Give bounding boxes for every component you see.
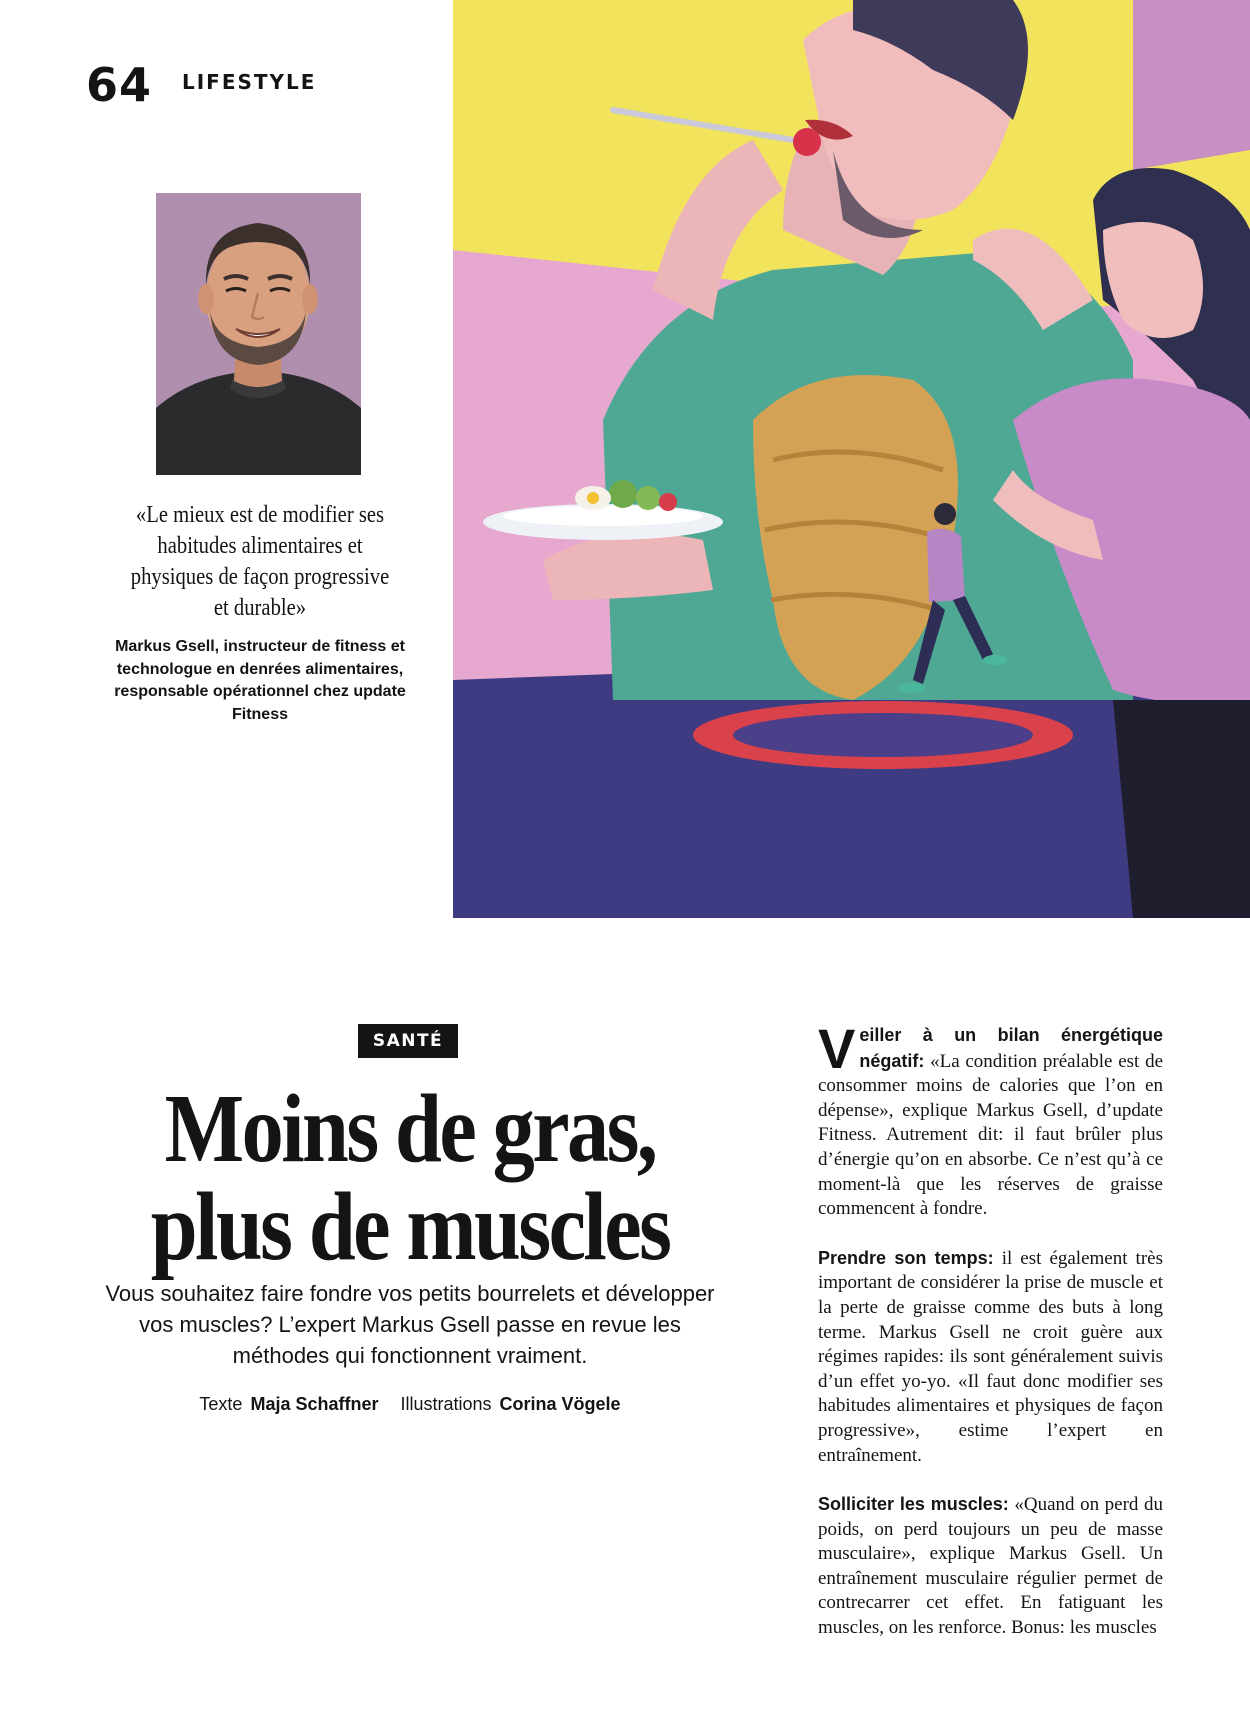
illustration-drawing (453, 0, 1250, 918)
credit-text-author: Maja Schaffner (250, 1394, 379, 1414)
page-number: 64 (86, 58, 153, 112)
paragraph-text: «Quand on perd du poids, on perd toujours un peu de masse musculaire», explique Markus Gsell. Un entraînement musculaire régulier permet de contrecarrer cet effet. En fatiguant les muscles, on les renforce. Bonus: les muscles (818, 1494, 1164, 1639)
credit-illustrations-label: Illustrations (400, 1394, 492, 1414)
paragraph-lead: Solliciter les muscles: (818, 1494, 1009, 1515)
article-illustration (453, 0, 1250, 918)
quote-attribution: Markus Gsell, instructeur de fitness et technologue en denrées alimentaires, responsable opérationnel chez update Fitness (114, 638, 406, 723)
pull-quote: «Le mieux est de modifier ses habitudes alimentaires et physiques de façon progressive et durable» (130, 502, 390, 621)
credit-text-label: Texte (199, 1394, 243, 1414)
body-paragraph-1 (818, 1017, 1163, 1222)
article-headline (92, 1075, 728, 1281)
headline-line-2: plus de muscles (150, 1173, 670, 1281)
article-body (818, 1017, 1164, 1665)
category-tag: SANTÉ (358, 1024, 458, 1058)
drop-cap: V (818, 1017, 856, 1080)
portrait-drawing (156, 193, 361, 475)
body-paragraph-3 (818, 1492, 1163, 1641)
article-deck: Vous souhaitez faire fondre vos petits bourrelets et développer vos muscles? L’expert Markus Gsell passe en revue les méthodes qui fonctionnent vraiment. (105, 1281, 715, 1368)
section-label: LIFESTYLE (182, 70, 317, 94)
paragraph-lead: eiller à un bilan énergétique négatif: (859, 1025, 1163, 1071)
credit-illustrator: Corina Vögele (499, 1394, 621, 1414)
article-credits (120, 1392, 700, 1416)
expert-portrait-photo (156, 193, 361, 475)
body-paragraph-2 (818, 1246, 1163, 1468)
paragraph-text: il est également très important de considérer la prise de muscle et la perte de graisse comme des buts à long terme. Markus Gsell ne croit guère aux régimes rapides: ils sont généralement suivis d’un effet yo-yo. «Il faut donc modifier ses habitudes alimentaires et physiques de façon progressive», estime l’expert en entraînement. (818, 1247, 1163, 1466)
paragraph-text: «La condition préalable est de consommer moins de calories que l’on en dépense», explique Markus Gsell, d’update Fitness. Autrement dit: il faut brûler plus d’énergie qu’on en absorbe. Ce n’est qu’à ce moment-là que les réserves de graisse commencent à fondre. (818, 1050, 1163, 1220)
paragraph-lead: Prendre son temps: (818, 1247, 994, 1268)
headline-line-1: Moins de gras, (164, 1075, 656, 1183)
